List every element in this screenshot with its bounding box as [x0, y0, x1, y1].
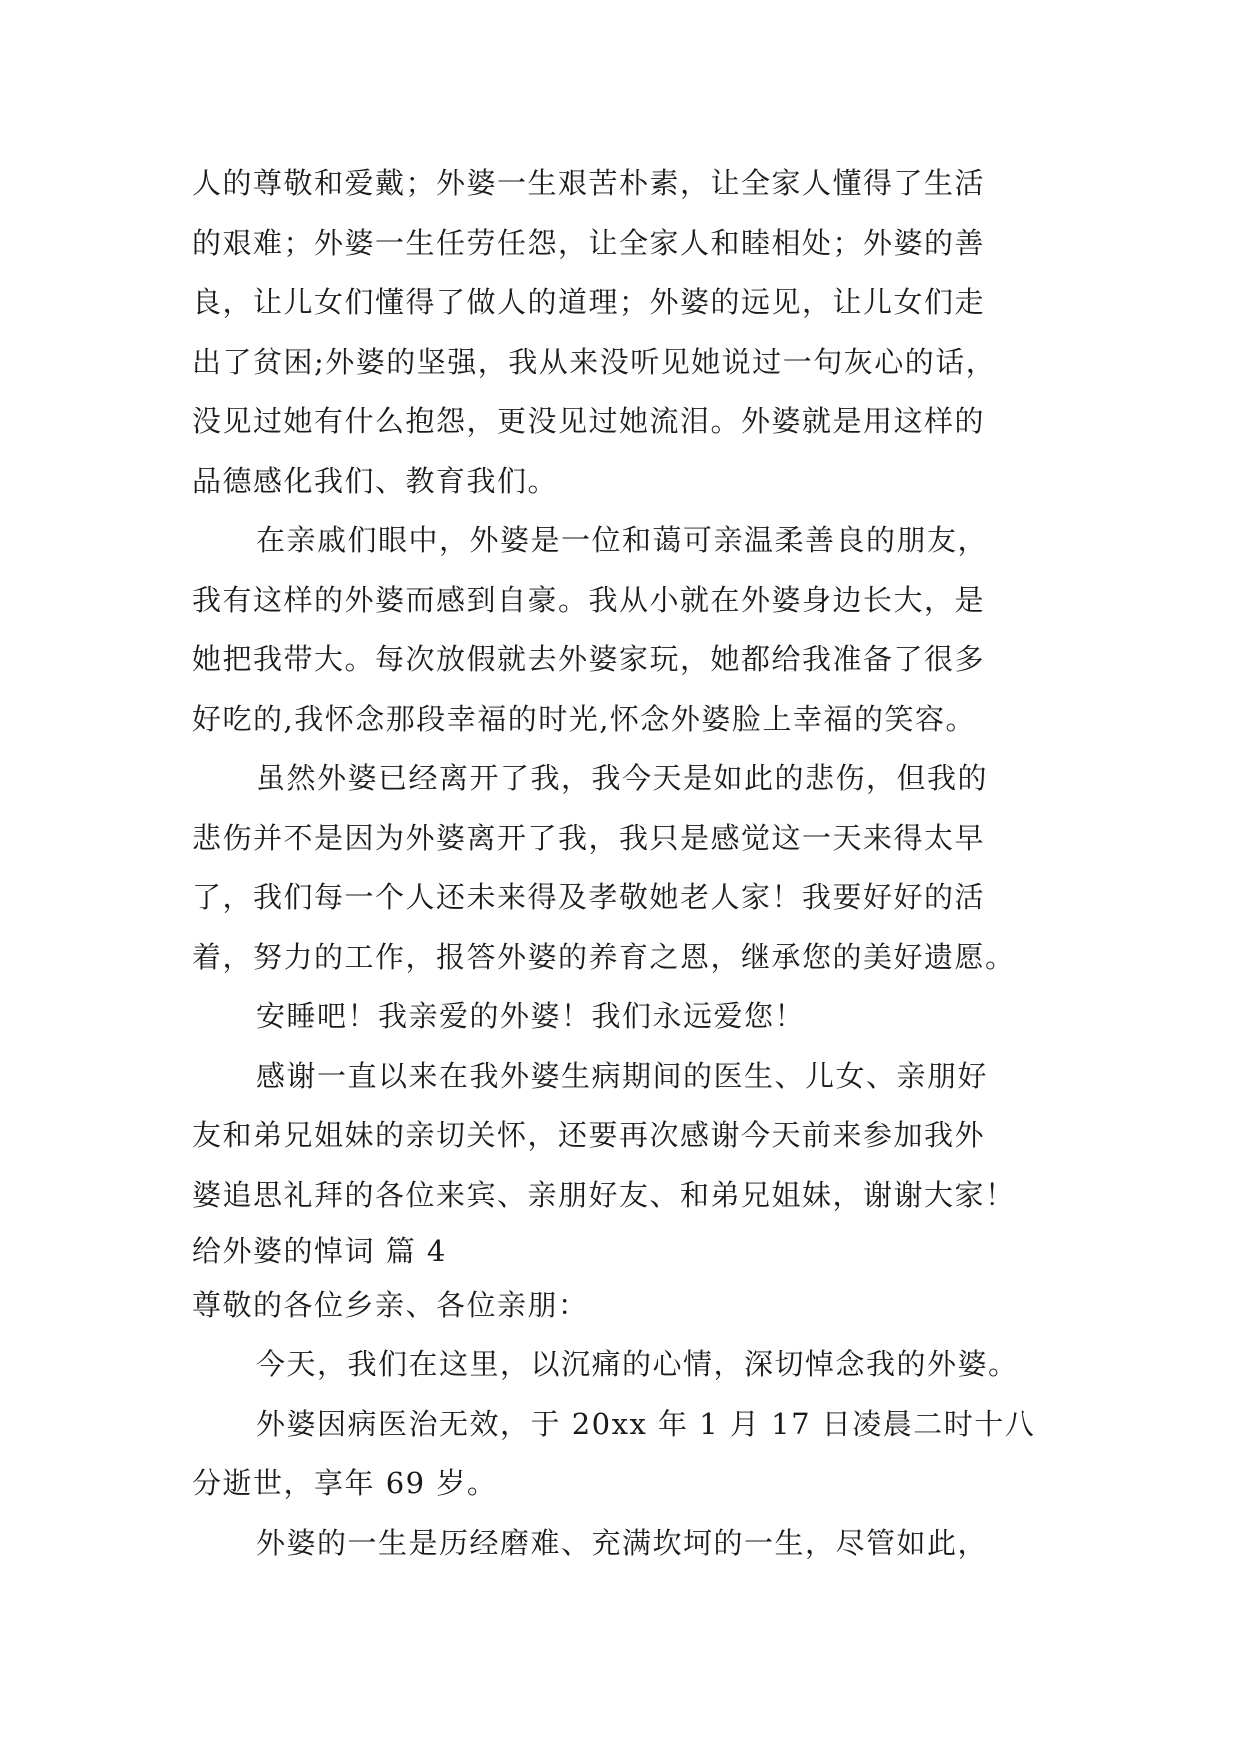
text-line: 在亲戚们眼中，外婆是一位和蔼可亲温柔善良的朋友， [256, 523, 989, 557]
text-line: 今天，我们在这里，以沉痛的心情，深切悼念我的外婆。 [256, 1347, 1019, 1381]
text-line: 出了贫困;外婆的坚强，我从来没听见她说过一句灰心的话， [192, 345, 997, 379]
text-line: 悲伤并不是因为外婆离开了我，我只是感觉这一天来得太早 [192, 821, 986, 855]
text-line: 她把我带大。每次放假就去外婆家玩，她都给我准备了很多 [192, 642, 986, 676]
text-line: 外婆的一生是历经磨难、充满坎坷的一生，尽管如此， [256, 1526, 989, 1560]
text-line: 我有这样的外婆而感到自豪。我从小就在外婆身边长大，是 [192, 583, 986, 617]
text-line: 了，我们每一个人还未来得及孝敬她老人家！我要好好的活 [192, 880, 986, 914]
text-line: 安睡吧！我亲爱的外婆！我们永远爱您！ [256, 999, 806, 1033]
text-line: 感谢一直以来在我外婆生病期间的医生、儿女、亲朋好 [256, 1059, 989, 1093]
text-line: 没见过她有什么抱怨，更没见过她流泪。外婆就是用这样的 [192, 404, 986, 438]
text-line: 人的尊敬和爱戴；外婆一生艰苦朴素，让全家人懂得了生活 [192, 166, 986, 200]
text-line: 好吃的,我怀念那段幸福的时光,怀念外婆脸上幸福的笑容。 [192, 702, 976, 736]
text-line: 外婆因病医治无效，于 20xx 年 1 月 17 日凌晨二时十八 [256, 1407, 1036, 1441]
text-line: 良，让儿女们懂得了做人的道理；外婆的远见，让儿女们走 [192, 285, 986, 319]
text-line: 婆追思礼拜的各位来宾、亲朋好友、和弟兄姐妹，谢谢大家！ [192, 1178, 1016, 1212]
text-line: 虽然外婆已经离开了我，我今天是如此的悲伤，但我的 [256, 761, 989, 795]
section-heading: 给外婆的悼词 篇 4 [192, 1234, 447, 1268]
text-line: 友和弟兄姐妹的亲切关怀，还要再次感谢今天前来参加我外 [192, 1118, 986, 1152]
text-line: 着，努力的工作，报答外婆的养育之恩，继承您的美好遗愿。 [192, 940, 1016, 974]
text-line: 品德感化我们、教育我们。 [192, 464, 559, 498]
text-line: 的艰难；外婆一生任劳任怨，让全家人和睦相处；外婆的善 [192, 226, 986, 260]
text-line: 分逝世，享年 69 岁。 [192, 1466, 498, 1500]
salutation: 尊敬的各位乡亲、各位亲朋： [192, 1288, 589, 1322]
